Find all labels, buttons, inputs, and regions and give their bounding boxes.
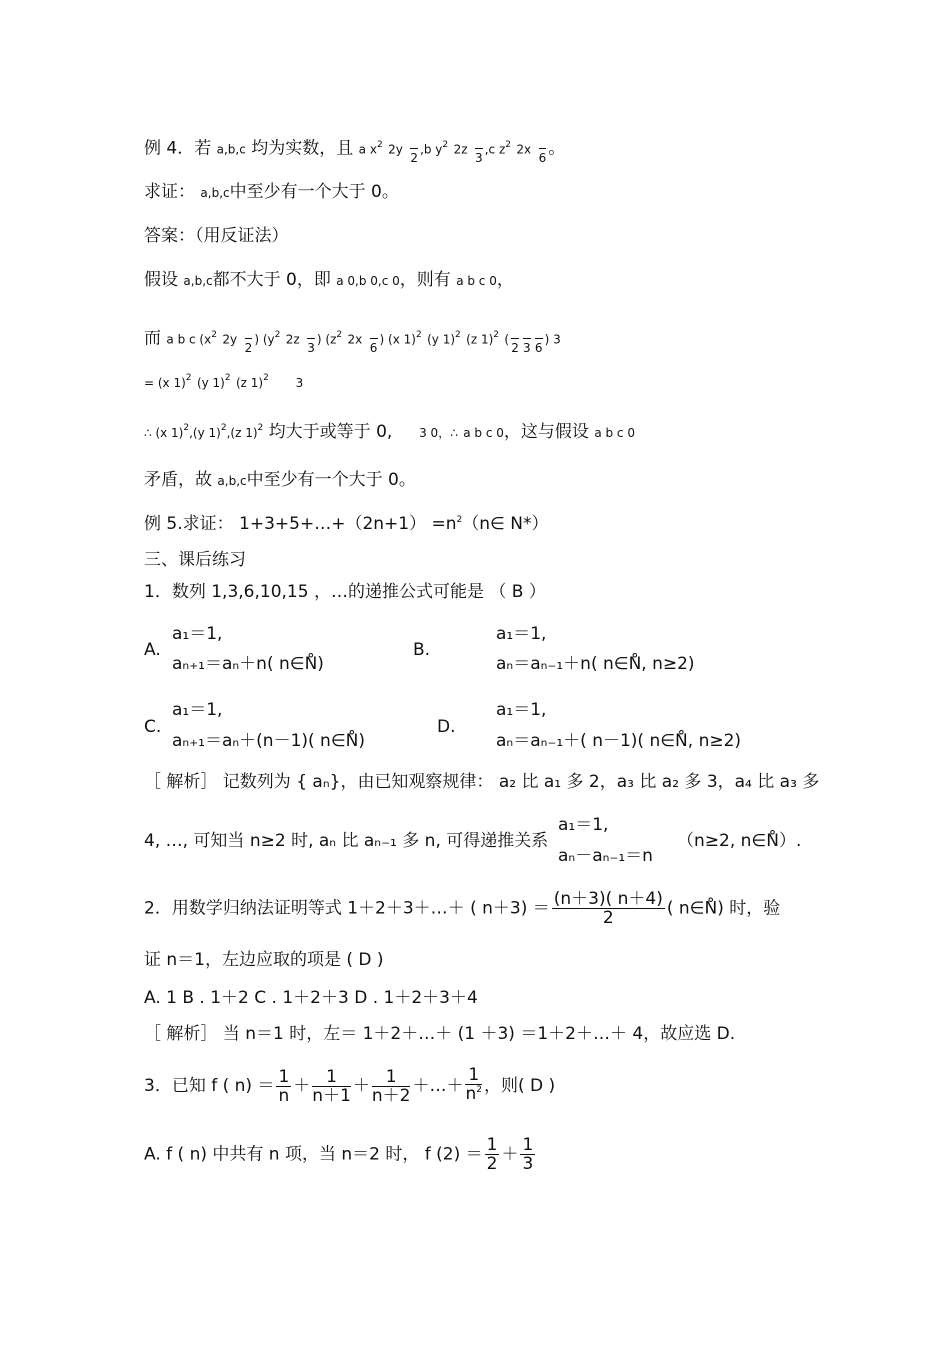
q1-option-d-label: D. [437,717,456,737]
q1-option-a-line2: aₙ₊₁＝aₙ＋n( n∈N̊) [172,654,324,674]
q1-option-c-line2: aₙ₊₁＝aₙ＋(n－1)( n∈N̊) [172,731,365,751]
assume-comma: ， [496,270,514,290]
q1-option-b-label: B. [413,640,431,660]
q3-option-a-frac2: $\frac{1}{3}$ [522,1135,534,1174]
ex4-expr-a2: 2y [388,142,403,157]
co-text2: 中至少有一个大于 [246,470,383,490]
q1-recurrence-condition: （n≥2, n∈N̊）. [677,831,802,851]
sum-expr4: 2z [285,332,300,347]
example4-statement [144,130,565,167]
q1-recurrence-line2: aₙ－aₙ₋₁＝n [558,846,653,866]
th-sup: 2 [183,423,190,433]
ex4-frac-3: 3 [475,130,483,167]
q1-option-a-line1: a₁＝1, [172,624,223,644]
q3-option-a [144,1136,537,1173]
q1-option-d-line2: aₙ＝aₙ₋₁＋( n－1)( n∈N̊, n≥2) [496,731,742,751]
q3-frac2: $\frac{1}{n+1}$ [312,1066,351,1106]
sum-text: 而 [144,328,161,349]
q1-option-c-label: C. [144,717,162,737]
q3-option-a-frac1: $\frac{1}{2}$ [486,1135,498,1174]
q3-option-a-text: A. f ( n) 中共有 n 项，当 n＝2 时， f (2) ＝ [144,1144,483,1165]
sum-end: ) 3 [544,332,561,347]
q3-frac3: $\frac{1}{n+2}$ [371,1066,411,1106]
th-expr4: 3 0，∴ [419,426,458,440]
ex4-expr-c: ,c z [484,142,506,157]
ex4-answer-label: 答案：（用反证法） [144,226,289,246]
ex4-sup: 2 [442,139,449,150]
q1-recurrence-line1: a₁＝1, [558,815,609,835]
sum-expr7: ) (x 1) [379,332,416,347]
sum-expr9: (z 1) [466,332,494,347]
sum-expr5: ) (z [316,332,337,347]
q3-dots: ＋…＋ [412,1076,464,1096]
prove-label: 求证： [144,182,195,202]
q1-option-a-label: A. [144,640,161,660]
ex4-sup: 2 [505,139,511,150]
section-heading: 三、课后练习 [144,550,246,570]
th-sup: 2 [220,423,227,433]
sum-sup: 2 [493,329,500,340]
q3-plus: ＋ [352,1076,370,1096]
q1-analysis-line2: 4, …, 可知当 n≥2 时, aₙ 比 aₙ₋₁ 多 n, 可得递推关系 [144,831,549,851]
sum-expr: a b c (x [166,332,212,347]
q2-stem-text2: ( n∈N̊) 时，验 [666,898,781,919]
th-text2: 0, [376,422,393,442]
assume-vars: a,b,c [183,274,213,288]
eq-sup: 2 [263,373,269,383]
assume-text: 假设 [144,270,178,290]
prove-vars: a,b,c [200,186,230,200]
ex4-expr-b2: 2z [453,142,468,157]
q2-stem [144,890,780,927]
ex4-expr-c2: 2x [516,142,532,157]
q3-frac1: $\frac{1}{n}$ [278,1066,290,1106]
sum-sup: 2 [415,329,422,340]
ex4-sup: 2 [376,139,383,150]
ex4-conclusion-line [144,470,416,491]
q3-plus: ＋ [293,1076,311,1096]
q1-option-c-line1: a₁＝1, [172,700,223,720]
eq-sup: 2 [185,373,192,383]
assume-expr: a 0,b 0,c 0 [336,274,400,288]
ex4-frac-6: 6 [539,130,547,167]
ex5-text: 例 5.求证： 1+3+5+…+（2n+1） =n [144,514,457,534]
q2-stem-line2: 证 n＝1，左边应取的项是 ( D ) [144,950,384,970]
ex4-expr-b: ,b y [420,142,443,157]
th-expr3: ,(z 1) [226,426,258,440]
assume-text3: 0，即 [286,270,331,290]
sum-frac-b2: 2 [511,320,519,357]
ex4-end: 。 [548,138,566,159]
q1-analysis-line1: ［ 解析］ 记数列为 { aₙ}，由已知观察规律： a₂ 比 a₁ 多 2，a₃ 比 a₂ 多 3，a₄ 比 a₃ 多 [144,772,820,792]
th-expr2: ,(y 1) [189,426,221,440]
prove-zero: 0。 [371,182,399,202]
eq-expr3: (z 1) [236,376,264,390]
q3-stem [144,1066,555,1106]
q3-text2: ，则( D ) [484,1076,556,1096]
sum-frac-3: 3 [307,320,315,357]
q1-option-b-line1: a₁＝1, [496,624,547,644]
example5-statement: 例 5.求证： 1+3+5+…+（2n+1） $=n^2(n\in$ N*） [144,514,549,534]
sum-frac-6: 6 [370,320,378,357]
q2-fraction: $\frac{(n+3)( n+4)}{2}$ [553,889,663,928]
ex4-eq-line [144,372,303,395]
q1-stem: 1．数列 1,3,6,10,15 ，…的递推公式可能是 （ B ） [144,582,546,602]
ex4-therefore-line [144,422,635,445]
ex4-expr-a: a x [358,142,377,157]
th-text3: ，这与假设 [503,422,589,442]
q1-option-d-line1: a₁＝1, [496,700,547,720]
q1-option-b-line2: aₙ＝aₙ₋₁＋n( n∈N̊, n≥2) [496,654,695,674]
q2-analysis: ［ 解析］ 当 n＝1 时，左＝ 1＋2＋…＋ (1 ＋3) ＝1＋2＋…＋ 4，故应选 D. [144,1024,736,1044]
q3-text: 3．已知 f ( n) ＝ [144,1076,275,1096]
q2-options: A. 1 B . 1＋2 C . 1＋2＋3 D . 1＋2＋3＋4 [144,988,478,1008]
sum-frac-b3: 3 [523,320,531,357]
assume-text4: ，则有 [399,270,451,290]
prove-text: 中至少有一个大于 [229,182,366,202]
eq-expr2: (y 1) [196,376,225,390]
sum-sup: 2 [211,329,217,340]
sum-sup: 2 [336,329,343,340]
th-text1: 均大于或等于 [268,422,371,442]
assume-expr2: a b c 0 [456,274,497,288]
th-expr6: a b c 0 [594,426,635,440]
ex4-assume-line [144,270,514,291]
q3-plus: ＋ [501,1144,519,1165]
th-expr1: ∴ (x 1) [144,426,184,440]
ex4-prove-line [144,182,399,203]
assume-text2: 都不大于 [212,270,281,290]
sum-frac-2: 2 [245,320,253,357]
th-expr5: a b c 0 [463,426,504,440]
eq-sup: 2 [224,373,231,383]
sum-expr2: 2y [222,332,238,347]
ex4-vars: a,b,c [216,142,246,157]
sum-sup: 2 [455,329,461,340]
eq-expr1: = (x 1) [144,376,186,390]
sum-expr3: ) (y [254,332,275,347]
ex4-text: 均为实数，且 [251,138,354,159]
ex4-sum-line [144,320,561,357]
sum-paren: ( [504,332,510,347]
co-text1: 矛盾，故 [144,470,212,490]
eq-expr4: 3 [295,376,304,390]
sum-sup: 2 [274,329,281,340]
th-sup: 2 [257,423,264,433]
sum-expr8: (y 1) [427,332,456,347]
ex4-frac-2: 2 [410,130,418,167]
ex4-label: 例 4．若 [144,138,212,159]
co-text3: 0。 [388,470,416,490]
sum-expr6: 2x [347,332,363,347]
ex5-text2: （n∈ N*） [462,514,549,534]
sum-frac-b6: 6 [535,320,543,357]
q3-frac4: $\frac{1}{n^2}$ [465,1065,482,1104]
q2-stem-text: 2．用数学归纳法证明等式 1＋2＋3＋…＋ ( n＋3) ＝ [144,898,550,919]
co-vars: a,b,c [217,474,247,488]
